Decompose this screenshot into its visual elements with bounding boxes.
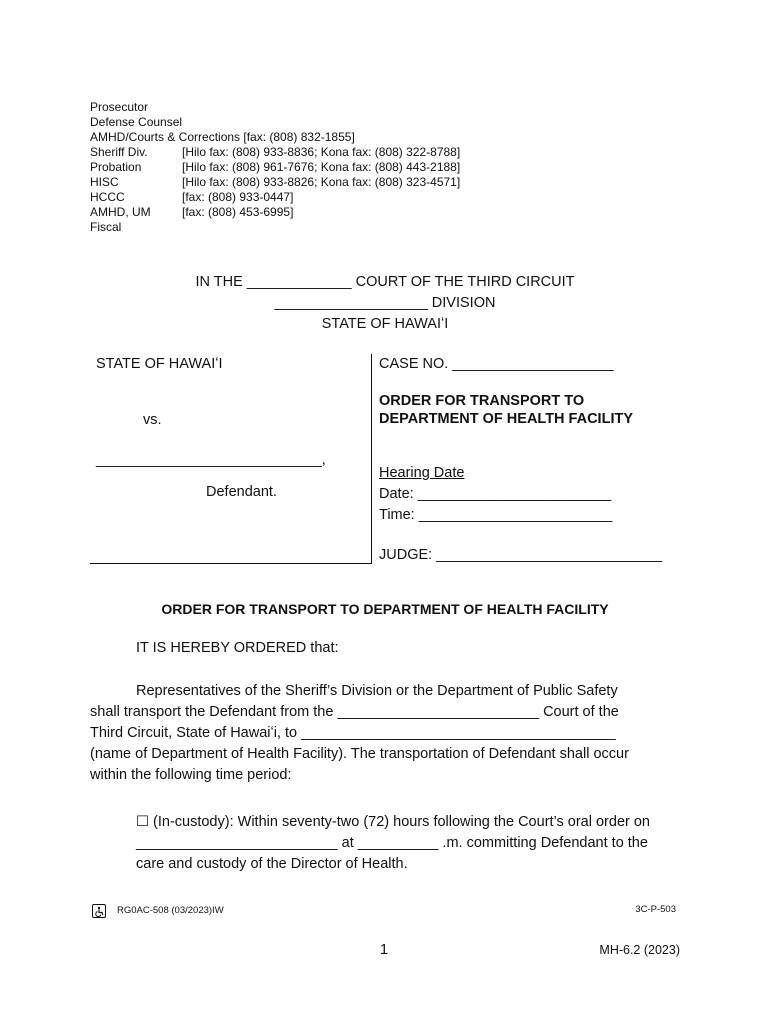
in-custody-option <box>136 812 696 875</box>
form-revision: MH-6.2 (2023) <box>599 943 680 957</box>
dist-row-value: [fax: (808) 933-0447] <box>182 190 294 204</box>
defendant-name-line: ____________________________, <box>96 452 326 468</box>
dist-row-label: AMHD, UM <box>90 205 151 219</box>
caption-title-line: DEPARTMENT OF HEALTH FACILITY <box>379 411 634 427</box>
dist-row <box>90 175 510 190</box>
paragraph-line: shall transport the Defendant from the _________________________ Court of the <box>90 704 619 720</box>
dist-row-label: HCCC <box>90 190 125 204</box>
dist-row-label: Sheriff Div. <box>90 145 148 159</box>
distribution-list <box>90 100 510 235</box>
caption-divider-horizontal <box>90 563 372 564</box>
option-line: ☐ (In-custody): Within seventy-two (72) hours following the Court’s oral order on <box>136 814 650 830</box>
paragraph-line: Representatives of the Sheriff’s Division or the Department of Public Safety <box>136 683 618 699</box>
hearing-time-field: Time: ________________________ <box>379 507 613 523</box>
division-line: ___________________ DIVISION <box>274 295 496 311</box>
dist-defense: Defense Counsel <box>90 115 183 129</box>
dist-fiscal: Fiscal <box>90 220 122 234</box>
paragraph-line: within the following time period: <box>90 767 292 783</box>
dist-row-value: [Hilo fax: (808) 933-8836; Kona fax: (808) 322-8788] <box>182 145 461 159</box>
ordered-statement: IT IS HEREBY ORDERED that: <box>136 640 339 656</box>
defendant-label: Defendant. <box>206 484 277 500</box>
dist-row <box>90 145 510 160</box>
dist-row-label: Probation <box>90 160 142 174</box>
court-line: IN THE _____________ COURT OF THE THIRD CIRCUIT <box>195 274 575 290</box>
court-header <box>90 272 680 335</box>
dist-row-value: [Hilo fax: (808) 933-8826; Kona fax: (808) 323-4571] <box>182 175 461 189</box>
hearing-date-field: Date: ________________________ <box>379 486 612 502</box>
hearing-date-heading: Hearing Date <box>379 465 465 481</box>
page-number: 1 <box>380 942 389 958</box>
dist-prosecutor: Prosecutor <box>90 100 149 114</box>
order-heading: ORDER FOR TRANSPORT TO DEPARTMENT OF HEALTH FACILITY <box>161 601 609 617</box>
dist-row-label: HISC <box>90 175 119 189</box>
plaintiff-name: STATE OF HAWAIʻI <box>96 356 223 372</box>
option-line: _________________________ at __________ .m. committing Defendant to the <box>136 835 648 851</box>
dist-amhd-courts: AMHD/Courts & Corrections [fax: (808) 832-1855] <box>90 130 355 144</box>
state-line: STATE OF HAWAIʻI <box>321 316 449 332</box>
paragraph-line: (name of Department of Health Facility). The transportation of Defendant shall occur <box>90 746 629 762</box>
caption-title <box>379 392 633 428</box>
option-line: care and custody of the Director of Health. <box>136 856 408 872</box>
case-number: CASE NO. ____________________ <box>379 356 614 372</box>
dist-row <box>90 205 510 220</box>
order-paragraph <box>90 681 690 786</box>
caption-title-line: ORDER FOR TRANSPORT TO <box>379 393 585 409</box>
judge-field: JUDGE: ____________________________ <box>379 547 662 563</box>
form-id: RG0AC-508 (03/2023)IW <box>117 905 224 916</box>
form-code: 3C-P-503 <box>635 904 676 915</box>
caption-divider-vertical <box>371 354 372 564</box>
paragraph-line: Third Circuit, State of Hawaiʻi, to _______________________________________ <box>90 725 616 741</box>
accessibility-icon <box>92 904 106 918</box>
dist-row <box>90 160 510 175</box>
dist-row-value: [fax: (808) 453-6995] <box>182 205 294 219</box>
versus-label: vs. <box>143 412 162 428</box>
dist-row-value: [Hilo fax: (808) 961-7676; Kona fax: (808) 443-2188] <box>182 160 461 174</box>
dist-row <box>90 190 510 205</box>
